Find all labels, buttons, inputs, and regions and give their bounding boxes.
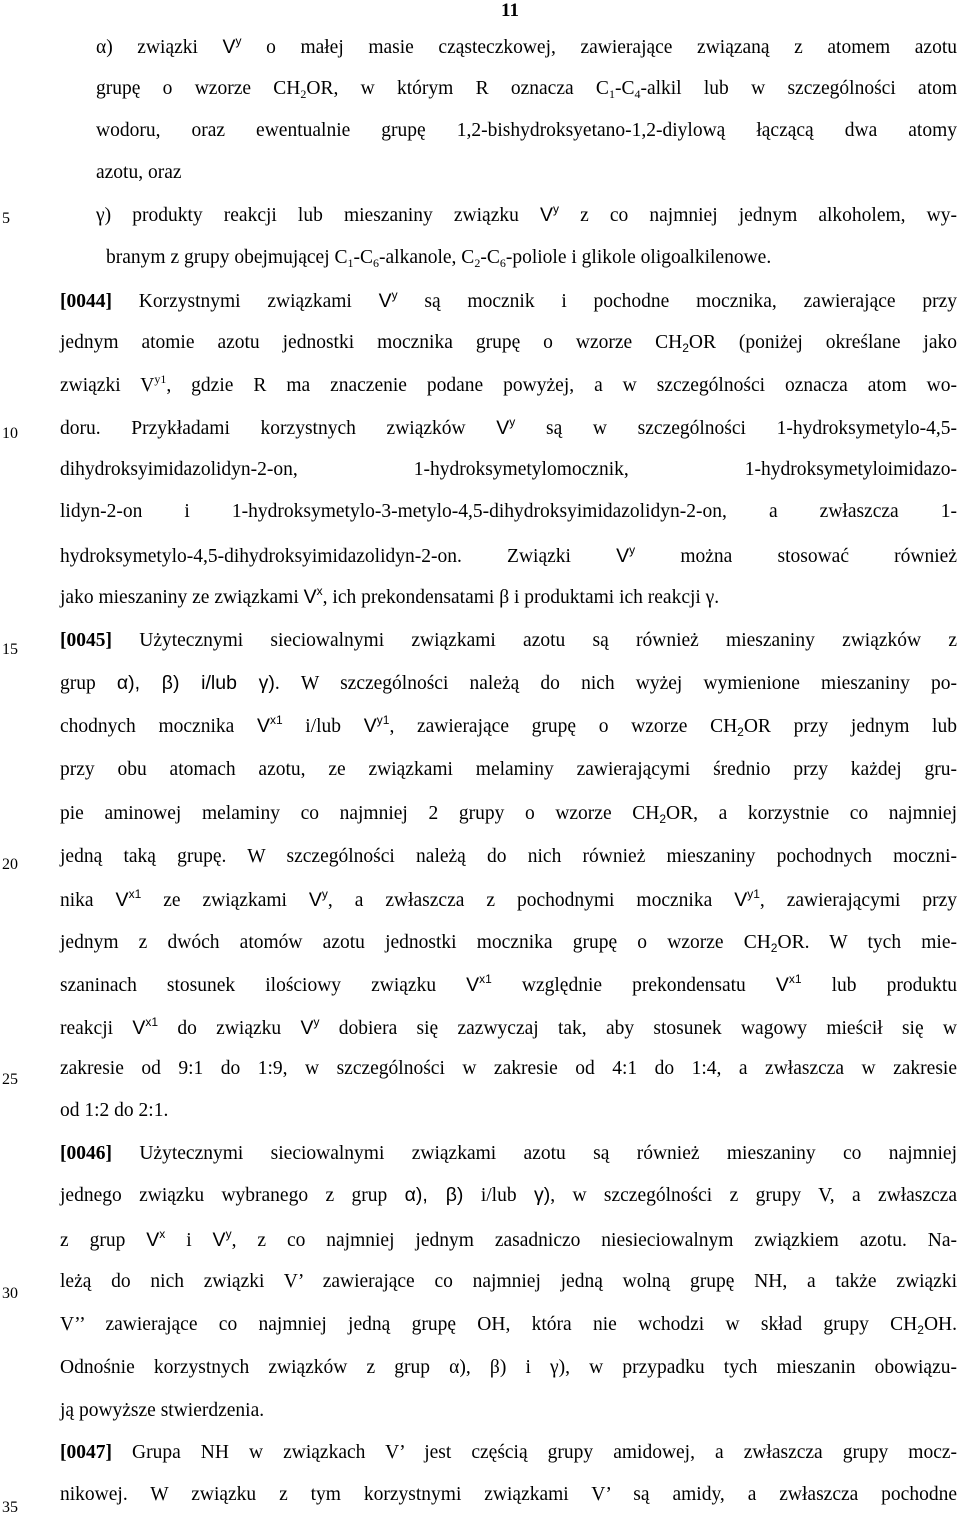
text-segment: x1 [128, 887, 142, 901]
text-segment: jednego związku wybranego z grup [60, 1185, 405, 1206]
text-segment: wodoru, oraz ewentualnie grupę 1,2-bishydroksyetano-1,2-diylową łączącą dwa atomy [96, 120, 957, 141]
text-line [60, 1227, 957, 1254]
text-line [96, 202, 957, 229]
text-segment: względnie prekondensatu [491, 975, 776, 996]
text-segment: V [212, 1229, 226, 1251]
text-line [60, 543, 957, 570]
text-segment: lidyn-2-on i 1-hydroksymetylo-3-metylo-4,5-dihydroksyimidazolidyn-2-on, a zwłaszcza 1- [60, 501, 957, 522]
text-segment: reakcji [60, 1018, 133, 1039]
text-segment: V [496, 417, 510, 439]
text-segment: OH. [923, 1314, 957, 1335]
text-segment: -alkanole, C [379, 247, 475, 268]
text-segment: i [165, 1230, 213, 1251]
text-segment: -poliole i glikole oligoalkilenowe. [505, 247, 772, 268]
text-line [60, 457, 957, 483]
text-segment: 2 [300, 87, 307, 101]
text-segment: y [509, 415, 516, 429]
text-segment: zakresie od 9:1 do 1:9, w szczególności w zakresie od 4:1 do 1:4, a zwłaszcza w zakresie [60, 1058, 957, 1079]
paragraph-number: [0045] [60, 630, 112, 651]
text-segment: V [734, 889, 748, 911]
text-segment: y [225, 1227, 232, 1241]
text-segment: można stosować również [635, 546, 957, 567]
text-segment: związki V [60, 375, 155, 396]
text-segment: azotu, oraz [96, 162, 182, 183]
text-line [96, 34, 957, 61]
text-segment: V [539, 204, 553, 226]
text-segment: 2 [770, 941, 778, 955]
text-segment: , w szczególności z grupy V, a zwłaszcza [550, 1185, 957, 1206]
text-segment: V [616, 545, 630, 567]
text-segment: -alkil lub w szczególności atom [640, 78, 958, 99]
text-segment: V [308, 889, 322, 911]
text-segment: V [115, 889, 129, 911]
text-segment: y1 [154, 372, 167, 386]
text-segment: jako mieszaniny ze związkami [60, 587, 304, 608]
text-segment: α) związki [96, 37, 223, 58]
text-segment: lub produktu [801, 975, 957, 996]
text-segment: grupę o wzorze CH [96, 78, 301, 99]
text-segment: jednym atomie azotu jednostki mocznika grupę o wzorze CH [60, 332, 683, 353]
text-segment: V [146, 1229, 160, 1251]
line-number: 35 [2, 1499, 18, 1516]
text-line [96, 160, 957, 186]
text-segment: ją powyższe stwierdzenia. [60, 1400, 265, 1421]
text-segment: jednym z dwóch atomów azotu jednostki mocznika grupę o wzorze CH [60, 932, 771, 953]
text-segment: x1 [479, 972, 492, 986]
text-segment: 6 [499, 256, 506, 270]
text-line [60, 1098, 957, 1124]
text-segment: -C [614, 78, 635, 99]
text-segment: V [256, 715, 270, 737]
text-segment: y1 [376, 713, 390, 727]
text-segment: branym z grupy obejmującej C [106, 247, 348, 268]
text-segment: OR. W tych mie- [777, 932, 957, 953]
text-segment: 2 [659, 812, 667, 826]
text-segment: leżą do nich związki V’ zawierające co najmniej jedną wolną grupę NH, a także związki [60, 1271, 957, 1292]
text-segment: z grup [60, 1230, 147, 1251]
page-number: 11 [501, 0, 519, 21]
text-segment: nikowej. W związku z tym korzystnymi związkami V’ są amidy, a zwłaszcza pochodne [60, 1484, 957, 1505]
text-line [60, 1398, 957, 1424]
text-line [60, 1182, 957, 1209]
line-number: 5 [2, 210, 10, 227]
text-line [60, 330, 957, 356]
text-segment: , ich prekondensatami β i produktami ich reakcji γ. [322, 587, 720, 608]
text-segment: pie aminowej melaminy co najmniej 2 grupy o wzorze CH [60, 803, 660, 824]
text-segment: α), β) [404, 1184, 464, 1206]
text-segment: od 1:2 do 2:1. [60, 1100, 169, 1121]
text-segment: x1 [788, 972, 802, 986]
line-number: 15 [2, 641, 18, 658]
text-segment: y [391, 288, 398, 302]
text-segment: γ) produkty reakcji lub mieszaniny związku [96, 205, 540, 226]
text-segment: OR przy jednym lub [743, 716, 957, 737]
text-line [106, 245, 957, 271]
text-segment: , z co najmniej jednym zasadniczo niesieciowalnym związkiem azotu. Na- [231, 1230, 957, 1251]
text-segment: γ) [533, 1184, 551, 1206]
line-number: 30 [2, 1285, 18, 1302]
text-line [60, 844, 957, 870]
text-segment: 2 [737, 725, 744, 739]
text-line [60, 584, 957, 611]
text-segment: OR, w którym R oznacza C [306, 78, 609, 99]
text-line [60, 415, 957, 442]
text-segment: x1 [145, 1015, 159, 1029]
text-segment: OR (poniżej określane jako [688, 332, 958, 353]
text-segment: , zawierającymi przy [759, 890, 958, 911]
text-line [60, 972, 957, 999]
text-segment: y1 [747, 887, 760, 901]
text-segment: ze związkami [141, 890, 309, 911]
text-segment: 2 [917, 1323, 924, 1337]
text-segment: y [321, 887, 328, 901]
text-segment: doru. Przykładami korzystnych związków [60, 418, 497, 439]
text-segment: przy obu atomach azotu, ze związkami melaminy zawierającymi średnio przy każdej gru- [60, 759, 957, 780]
text-line [60, 801, 957, 827]
text-segment: szaninach stosunek ilościowy związku [60, 975, 467, 996]
text-segment: dihydroksyimidazolidyn-2-on, 1-hydroksymetylomocznik, 1-hydroksymetyloimidazo- [60, 459, 957, 480]
text-segment: V [300, 1017, 314, 1039]
text-segment: chodnych mocznika [60, 716, 257, 737]
line-number: 25 [2, 1071, 18, 1088]
text-line [60, 1482, 957, 1508]
text-segment: Użytecznymi sieciowalnymi związkami azotu są również mieszaniny związków z [112, 630, 957, 651]
text-segment: 1 [608, 87, 615, 101]
text-line [60, 1015, 957, 1042]
text-line [60, 1269, 957, 1295]
paragraph-number: [0044] [60, 291, 112, 312]
text-segment: V [303, 586, 317, 608]
text-line [96, 118, 957, 144]
text-segment: grup [60, 673, 117, 694]
text-line [60, 930, 957, 956]
text-segment: V [363, 715, 377, 737]
text-line [60, 499, 957, 525]
text-line [60, 1440, 957, 1466]
text-segment: 2 [682, 341, 689, 355]
text-line [60, 1355, 957, 1381]
text-segment: 4 [634, 87, 641, 101]
text-line [60, 288, 957, 315]
text-segment: , zawierające grupę o wzorze CH [389, 716, 738, 737]
text-segment: z co najmniej jednym alkoholem, wy- [558, 205, 957, 226]
text-segment: jedną taką grupę. W szczególności należą do nich również mieszaniny pochodnych moczni- [60, 846, 957, 867]
text-segment: x1 [269, 713, 283, 727]
text-segment: x [316, 584, 323, 598]
text-line [60, 713, 957, 740]
text-segment: i/lub [282, 716, 364, 737]
text-segment: x [159, 1227, 166, 1241]
text-segment: V [775, 974, 789, 996]
text-segment: 1 [347, 256, 354, 270]
text-segment: 2 [474, 256, 481, 270]
text-line [60, 1312, 957, 1338]
text-line [60, 1141, 957, 1167]
text-line [60, 628, 957, 654]
text-segment: dobiera się zazwyczaj tak, aby stosunek wagowy mieścił się w [319, 1018, 958, 1039]
text-segment: V [378, 290, 392, 312]
text-segment: nika [60, 890, 116, 911]
text-segment: OR, a korzystnie co najmniej [666, 803, 957, 824]
text-segment: , a zwłaszcza z pochodnymi mocznika [327, 890, 735, 911]
text-line [60, 1056, 957, 1082]
text-segment: -C [480, 247, 500, 268]
text-segment: są mocznik i pochodne mocznika, zawierające przy [397, 291, 957, 312]
text-segment: . W szczególności należą do nich wyżej wymienione mieszaniny po- [274, 673, 957, 694]
text-line [96, 76, 957, 102]
line-number: 20 [2, 856, 18, 873]
line-number: 10 [2, 425, 18, 442]
text-segment: i/lub [463, 1185, 534, 1206]
text-line [60, 757, 957, 783]
text-segment: Korzystnymi związkami [112, 291, 379, 312]
text-segment: do związku [158, 1018, 301, 1039]
text-segment: Użytecznymi sieciowalnymi związkami azotu są również mieszaniny co najmniej [112, 1143, 957, 1164]
text-segment: V [132, 1017, 146, 1039]
text-segment: o małej masie cząsteczkowej, zawierające związaną z atomem azotu [241, 37, 958, 58]
text-line [60, 887, 957, 914]
text-segment: y [629, 543, 636, 557]
text-segment: y [552, 202, 559, 216]
text-line [60, 373, 957, 399]
text-segment: V [222, 36, 236, 58]
text-segment: hydroksymetylo-4,5-dihydroksyimidazolidyn-2-on. Związki [60, 546, 617, 567]
text-segment: y [313, 1015, 320, 1029]
paragraph-number: [0047] [60, 1442, 112, 1463]
text-segment: są w szczególności 1-hydroksymetylo-4,5- [515, 418, 957, 439]
text-segment: y [235, 34, 242, 48]
text-segment: V [466, 974, 480, 996]
text-segment: -C [353, 247, 374, 268]
text-segment: , gdzie R ma znaczenie podane powyżej, a w szczególności oznacza atom wo- [166, 375, 957, 396]
text-segment: Grupa NH w związkach V’ jest częścią grupy amidowej, a zwłaszcza grupy mocz- [112, 1442, 957, 1463]
text-segment: 6 [373, 256, 380, 270]
text-segment: α), β) i/lub γ) [116, 672, 275, 694]
paragraph-number: [0046] [60, 1143, 112, 1164]
text-segment: Odnośnie korzystnych związków z grup α), β) i γ), w przypadku tych mieszanin obowiązu- [60, 1357, 957, 1378]
text-line [60, 670, 957, 697]
text-segment: V’’ zawierające co najmniej jedną grupę OH, która nie wchodzi w skład grupy CH [60, 1314, 918, 1335]
